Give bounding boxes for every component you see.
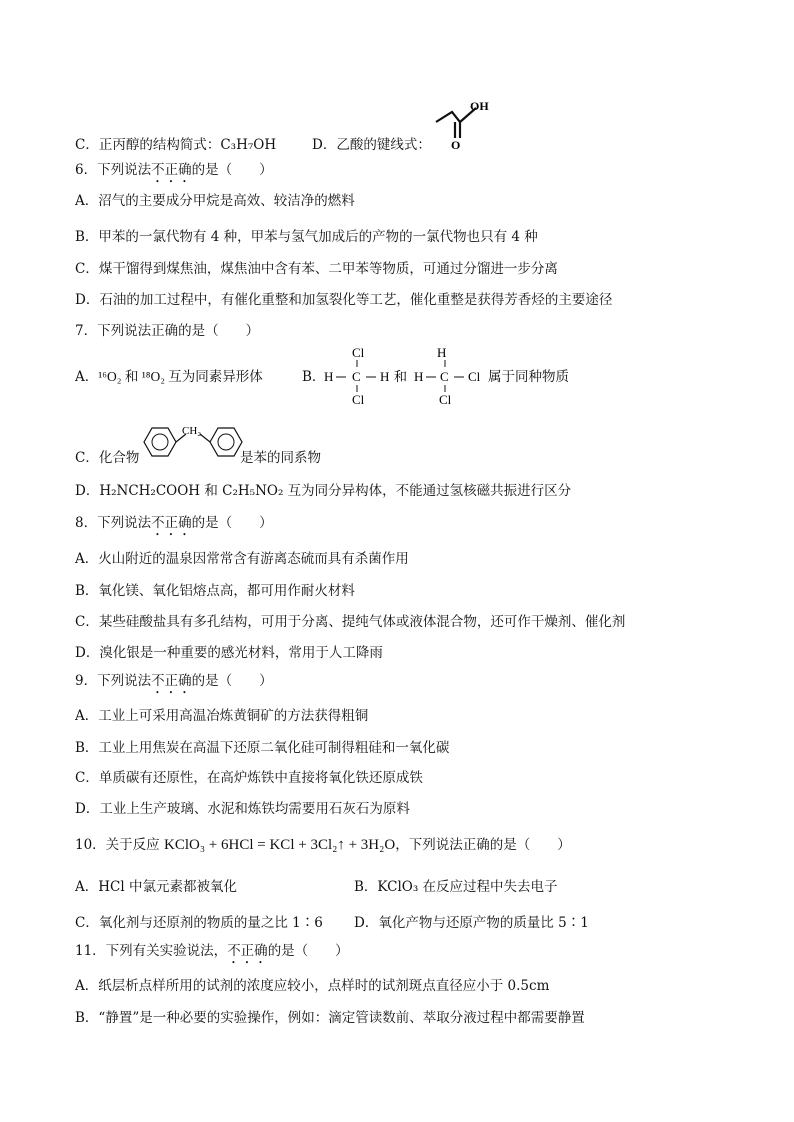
h-atom: H: [380, 369, 390, 384]
q10-option-b: B．KClO₃ 在反应过程中失去电子: [354, 879, 558, 895]
q7-option-a-label: A．: [75, 369, 99, 385]
q6-option-c: C．煤干馏得到煤焦油，煤焦油中含有苯、二甲苯等物质，可通过分馏进一步分离: [75, 261, 558, 277]
q11-stem-pre: 11．下列有关实验说法，: [75, 943, 228, 959]
q5-option-c-text: C．正丙醇的结构简式：C₃H₇OH: [75, 137, 277, 153]
q8-stem-emphasis: 不正确: [151, 515, 192, 531]
h-atom: H: [324, 369, 334, 384]
q6-option-a: A．沼气的主要成分甲烷是高效、较洁净的燃料: [75, 193, 355, 209]
q11-stem: [75, 942, 349, 967]
q6-stem-pre: 6．下列说法: [75, 162, 152, 178]
q11-stem-emphasis: 不正确: [227, 943, 268, 959]
q7-option-b-label: B．: [302, 369, 326, 385]
q11-stem-post: 的是（ ）: [267, 943, 349, 959]
cl-atom: Cl: [468, 369, 481, 384]
c-atom: C: [352, 369, 361, 384]
q10-option-a: A．HCl 中氯元素都被氧化: [75, 879, 237, 895]
h-atom: H: [437, 345, 447, 360]
cl-atom: Cl: [439, 392, 452, 407]
q9-stem-post: 的是（ ）: [191, 673, 273, 689]
q7-option-a-text: ¹⁶O₂ 和 ¹⁸O₂ 互为同素异形体: [98, 369, 263, 384]
q10-option-d: D．氧化产物与还原产物的质量比 5∶1: [354, 915, 589, 931]
o-label: O: [451, 138, 461, 152]
q8-option-c: C．某些硅酸盐具有多孔结构，可用于分离、提纯气体或液体混合物，还可作干燥剂、催化剂: [75, 614, 626, 630]
q10-equation: KClO₃ + 6HCl = KCl + 3Cl₂↑ + 3H₂O: [163, 837, 396, 853]
q8-stem-post: 的是（ ）: [191, 515, 273, 531]
q11-option-a: A．纸层析点样所用的试剂的浓度应较小，点样时的试剂斑点直径应小于 0.5cm: [75, 978, 550, 994]
q10-stem-post: ，下列说法正确的是（ ）: [395, 837, 571, 853]
q9-option-c: C．单质碳有还原性，在高炉炼铁中直接将氧化铁还原成铁: [75, 770, 423, 786]
q6-option-d: D．石油的加工过程中，有催化重整和加氢裂化等工艺，催化重整是获得芳香烃的主要途径: [75, 292, 613, 308]
q5-option-d: [312, 136, 431, 154]
q5-option-d-text: D．乙酸的键线式：: [312, 137, 431, 153]
q7-option-d: D．H₂NCH₂COOH 和 C₂H₅NO₂ 互为同分异构体，不能通过氢核磁共振进行区分: [75, 483, 572, 499]
q6-option-b: B．甲苯的一氯代物有 4 种，甲苯与氢气加成后的产物的一氯代物也只有 4 种: [75, 229, 538, 245]
q8-option-a: A．火山附近的温泉因常常含有游离态硫而具有杀菌作用: [75, 551, 409, 567]
q7-option-b-and: 和: [394, 370, 408, 385]
q8-stem-pre: 8．下列说法: [75, 515, 152, 531]
q11-option-b: B．“静置”是一种必要的实验操作，例如：滴定管读数前、萃取分液过程中都需要静置: [75, 1010, 585, 1026]
q7-stem: 7．下列说法正确的是（ ）: [75, 323, 260, 339]
q6-stem-post: 的是（ ）: [191, 162, 273, 178]
q6-stem: [75, 161, 273, 186]
q10-stem-pre: 10．关于反应: [75, 837, 160, 853]
q7-option-c: [75, 449, 139, 467]
q10-option-c: C．氧化剂与还原剂的物质的量之比 1∶6: [75, 915, 323, 931]
q9-option-d: D．工业上生产玻璃、水泥和炼铁均需要用石灰石为原料: [75, 801, 410, 817]
ch2-label: CH₂: [182, 425, 202, 437]
q9-option-b: B．工业上用焦炭在高温下还原二氧化硅可制得粗硅和一氧化碳: [75, 740, 450, 756]
q8-option-b: B．氧化镁、氧化铝熔点高，都可用作耐火材料: [75, 583, 355, 599]
q9-stem-pre: 9．下列说法: [75, 673, 152, 689]
cl-atom: Cl: [352, 345, 365, 360]
oh-label: OH: [470, 99, 489, 113]
q5-option-c: [75, 136, 276, 154]
c-atom: C: [440, 369, 449, 384]
h-atom: H: [414, 369, 424, 384]
q8-stem: [75, 514, 273, 539]
q8-option-d: D．溴化银是一种重要的感光材料，常用于人工降雨: [75, 645, 383, 661]
acetic-acid-skeletal-formula: [428, 92, 498, 152]
q7-option-c-post: 是苯的同系物: [240, 450, 321, 466]
q7-option-b-post: 属于同种物质: [488, 369, 569, 385]
q7-option-a: [75, 368, 263, 386]
cl-atom: Cl: [352, 392, 365, 407]
q9-stem-emphasis: 不正确: [151, 673, 192, 689]
q9-stem: [75, 672, 273, 697]
q9-option-a: A．工业上可采用高温冶炼黄铜矿的方法获得粗铜: [75, 708, 369, 724]
q10-stem: [75, 836, 571, 854]
diphenylmethane-structure: [138, 420, 248, 466]
q7-option-c-label: C．化合物: [75, 450, 140, 466]
q6-stem-emphasis: 不正确: [151, 162, 192, 178]
